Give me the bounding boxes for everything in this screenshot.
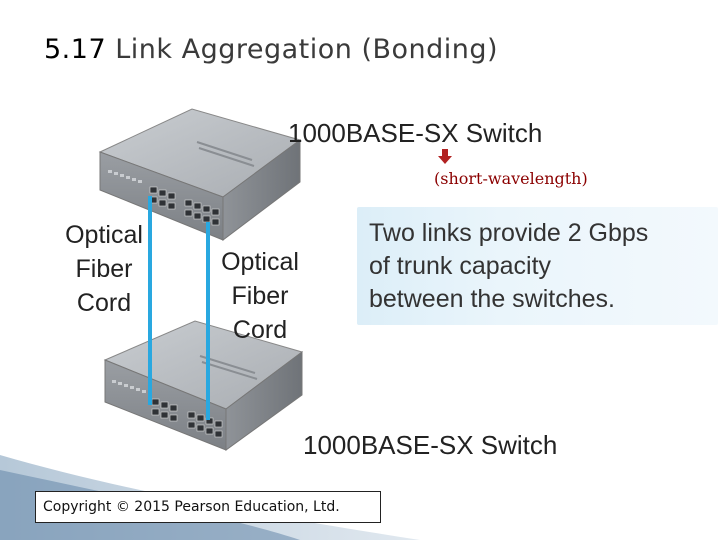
copyright-notice: Copyright © 2015 Pearson Education, Ltd. [35, 491, 381, 523]
callout-line-1: Two links provide 2 Gbps [369, 219, 649, 247]
callout-line-3: between the switches. [369, 285, 615, 313]
optical-fiber-cord-label-right [212, 245, 308, 347]
title-text: Link Aggregation (Bonding) [115, 34, 499, 65]
optical-fiber-cord-label-left [56, 218, 152, 320]
title-number: 5.17 [44, 34, 107, 65]
down-arrow-icon [438, 149, 452, 165]
short-wavelength-label: (short-wavelength) [434, 169, 588, 188]
cord-left-line-1: Optical [65, 221, 143, 249]
cord-right-line-3: Cord [232, 316, 288, 344]
trunk-capacity-callout [357, 207, 718, 325]
top-switch-label: 1000BASE-SX Switch [288, 118, 543, 148]
callout-line-2: of trunk capacity [369, 252, 552, 280]
cord-left-line-3: Cord [76, 289, 132, 317]
cord-right-line-1: Optical [221, 248, 299, 276]
cord-right-line-2: Fiber [231, 282, 289, 310]
cord-left-line-2: Fiber [75, 255, 133, 283]
bottom-switch-label: 1000BASE-SX Switch [303, 430, 558, 460]
